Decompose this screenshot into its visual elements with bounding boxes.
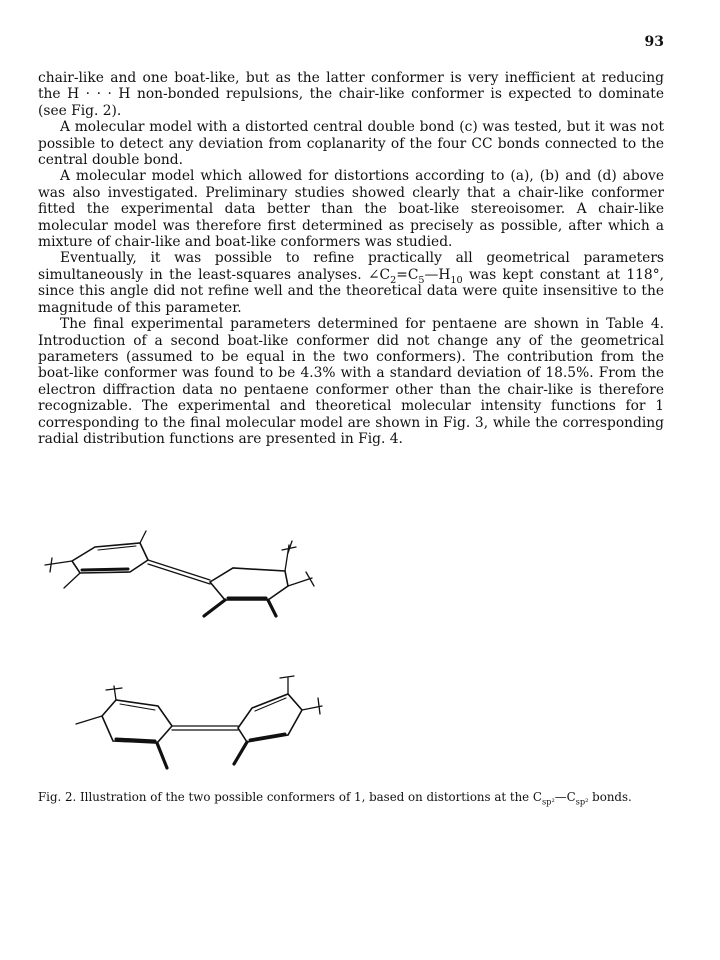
chair-central-bond bbox=[148, 560, 210, 584]
chair-right-ring bbox=[210, 568, 288, 600]
page-number: 93 bbox=[644, 34, 664, 50]
figure-caption bbox=[38, 790, 638, 805]
p4-text-mid-2: —H bbox=[424, 266, 451, 283]
conformer-drawings bbox=[30, 528, 360, 788]
boat-central-bond bbox=[172, 726, 238, 730]
p4-sub-3: 10 bbox=[450, 274, 463, 286]
paragraph-3: A molecular model which allowed for distortions according to (a), (b) and (d) above was also investigated. Preliminary studies showed clearly that a chair-like conformer fitted the experimental data better than the boat-like stereoisomer. A chair-like molecular model was therefore first determined as precisely as possible, after which a mixture of chair-like and boat-like conformers was studied. bbox=[38, 168, 664, 251]
caption-text-after: bonds. bbox=[588, 790, 632, 804]
paragraph-1: chair-like and one boat-like, but as the latter conformer is very inefficient at reducing the H · · · H non-bonded repulsions, the chair-like conformer is expected to dominate (see Fig. 2). bbox=[38, 70, 664, 119]
chair-like-conformer bbox=[45, 531, 314, 616]
boat-right-ring bbox=[238, 694, 302, 742]
p4-text-after: was kept constant at 118°, since this angle did not refine well and the theoretical data were quite insensitive to the magnitude of this parameter. bbox=[38, 266, 664, 316]
paragraph-4 bbox=[38, 250, 664, 316]
chair-wedges bbox=[204, 600, 276, 616]
p4-sub-2: 5 bbox=[418, 274, 425, 286]
body-text bbox=[38, 70, 664, 447]
boat-left-ring-bold bbox=[116, 739, 155, 741]
boat-wedges bbox=[157, 742, 247, 768]
paragraph-2: A molecular model with a distorted central double bond (c) was tested, but it was not possible to detect any deviation from coplanarity of the four CC bonds connected to the central double bond. bbox=[38, 119, 664, 169]
caption-sub-2: sp² bbox=[575, 796, 589, 807]
paragraph-5: The final experimental parameters determined for pentaene are shown in Table 4. Introduction of a second boat-like conformer did not change any of the geometrical parameters (assumed to be equal in the two conformers). The contribution from the boat-like conformer was found to be 4.3% with a standard deviation of 18.5%. From the electron diffraction data no pentaene conformer other than the chair-like is therefore recognizable. The experimental and theoretical molecular intensity functions for 1 corresponding to the final molecular model are shown in Fig. 3, while the corresponding radial distribution functions are presented in Fig. 4. bbox=[38, 316, 664, 447]
chair-left-ring-bold bbox=[82, 569, 128, 570]
p4-text-before: Eventually, it was possible to refine practically all geometrical parameters simultaneously in the least-squares analyses. ∠C bbox=[38, 250, 664, 283]
boat-like-conformer bbox=[76, 676, 322, 768]
caption-text-mid: —C bbox=[554, 790, 576, 804]
chair-substituents bbox=[45, 531, 314, 588]
p4-sub-1: 2 bbox=[390, 274, 397, 286]
figure-2-conformers bbox=[30, 528, 360, 788]
caption-sub-1: sp² bbox=[541, 796, 555, 807]
boat-substituents bbox=[76, 676, 322, 724]
caption-text-before: Fig. 2. Illustration of the two possible conformers of 1, based on distortions at the C bbox=[38, 790, 542, 804]
p4-text-mid-1: =C bbox=[396, 266, 419, 283]
